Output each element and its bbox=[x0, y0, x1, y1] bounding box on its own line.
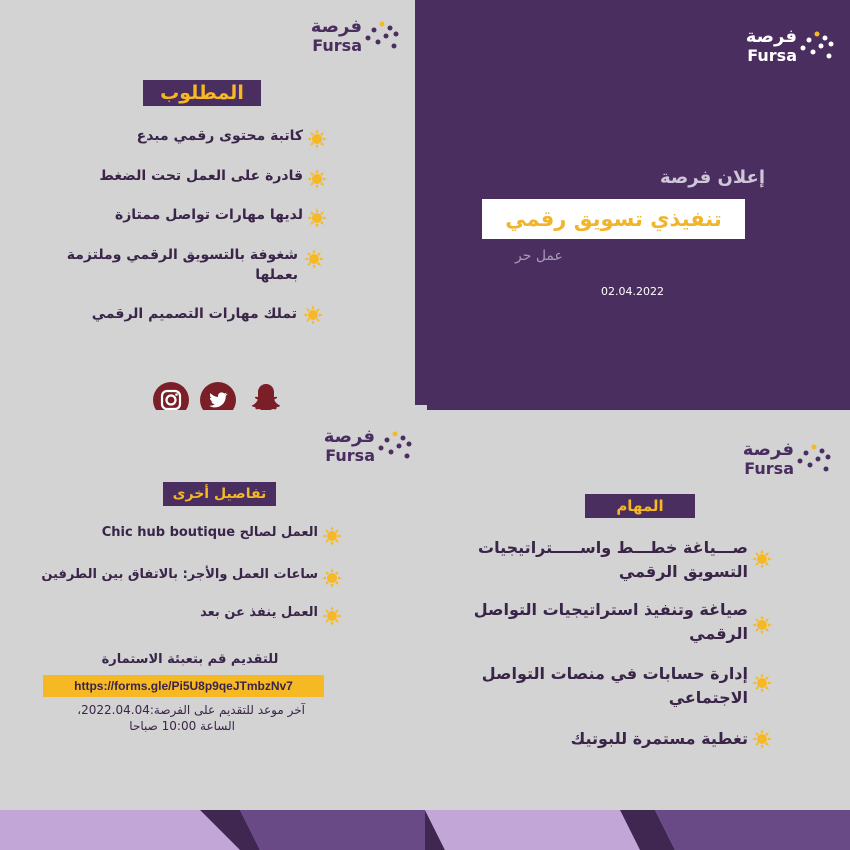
fursa-logo bbox=[313, 426, 413, 470]
sun-bullet-icon bbox=[307, 169, 327, 189]
sun-bullet-icon bbox=[307, 208, 327, 228]
logo-english: Fursa bbox=[312, 36, 362, 55]
logo-english: Fursa bbox=[744, 459, 794, 478]
job-type: عمل حر bbox=[515, 248, 563, 264]
fursa-logo bbox=[732, 439, 832, 483]
required-heading: المطلوب bbox=[143, 80, 261, 106]
sun-bullet-icon bbox=[304, 249, 324, 269]
logo-english: Fursa bbox=[325, 446, 375, 465]
task-item-2: صياغة وتنفيذ استراتيجيات التواصل الرقمي bbox=[473, 600, 748, 643]
job-title-box bbox=[482, 199, 745, 239]
deadline-line-2: الساعة 10:00 صباحا bbox=[129, 719, 235, 733]
task-item-3: إدارة حسابات في منصات التواصل الاجتماعي bbox=[481, 664, 748, 707]
required-item-1: كاتبة محتوى رقمي مبدع bbox=[136, 128, 303, 144]
tasks-panel bbox=[425, 410, 850, 850]
sun-bullet-icon bbox=[307, 129, 327, 149]
job-title: تنفيذي تسويق رقمي bbox=[505, 207, 722, 231]
logo-arabic: فرصة bbox=[742, 439, 794, 460]
logo-arabic: فرصة bbox=[323, 426, 375, 447]
sun-bullet-icon bbox=[322, 606, 342, 626]
other-details-heading: تفاصيل أخرى bbox=[163, 482, 276, 506]
fursa-dots-icon bbox=[799, 30, 835, 66]
fursa-dots-icon bbox=[377, 430, 413, 466]
task-item-1: صـــياغة خطـــط واســـــتراتيجيات التسويق الرقمي bbox=[478, 538, 748, 581]
logo-english: Fursa bbox=[747, 46, 797, 65]
sun-bullet-icon bbox=[752, 673, 772, 693]
required-item-5: تملك مهارات التصميم الرقمي bbox=[91, 306, 297, 322]
apply-instruction: للتقديم قم بتعبئة الاستمارة bbox=[101, 652, 279, 667]
fursa-logo bbox=[735, 26, 835, 70]
sun-bullet-icon bbox=[752, 549, 772, 569]
deadline-line-1: آخر موعد للتقديم على الفرصة:2022.04.04، bbox=[77, 703, 305, 717]
sun-bullet-icon bbox=[303, 305, 323, 325]
deadline-text bbox=[60, 702, 305, 734]
required-panel bbox=[0, 0, 415, 410]
post-date: 02.04.2022 bbox=[601, 285, 664, 298]
other-item-3: العمل ينفذ عن بعد bbox=[200, 605, 318, 620]
other-details-panel bbox=[0, 410, 425, 850]
logo-arabic: فرصة bbox=[310, 16, 362, 37]
sun-bullet-icon bbox=[322, 526, 342, 546]
announcement-label: إعلان فرصة bbox=[659, 167, 765, 188]
sun-bullet-icon bbox=[752, 615, 772, 635]
required-item-4: شغوفة بالتسويق الرقمي وملتزمة بعملها bbox=[66, 247, 298, 283]
logo-arabic: فرصة bbox=[745, 26, 797, 47]
sun-bullet-icon bbox=[752, 729, 772, 749]
decorative-band bbox=[0, 810, 425, 850]
fursa-logo bbox=[300, 16, 400, 60]
required-item-3: لديها مهارات تواصل ممتازة bbox=[114, 207, 303, 223]
fursa-dots-icon bbox=[364, 20, 400, 56]
required-item-2: قادرة على العمل تحت الضغط bbox=[99, 168, 303, 184]
decorative-band bbox=[425, 810, 850, 850]
sun-bullet-icon bbox=[322, 568, 342, 588]
apply-link[interactable]: https://forms.gle/Pi5U8p9qeJTmbzNv7 bbox=[74, 679, 293, 693]
tasks-heading: المهام bbox=[585, 494, 695, 518]
task-item-4: تغطية مستمرة للبوتيك bbox=[570, 729, 748, 748]
cover-panel bbox=[415, 0, 850, 410]
other-item-1: العمل لصالح Chic hub boutique bbox=[101, 525, 318, 540]
other-item-2: ساعات العمل والأجر: بالاتفاق بين الطرفين bbox=[41, 567, 318, 582]
fursa-dots-icon bbox=[796, 443, 832, 479]
apply-link-box[interactable] bbox=[43, 675, 324, 697]
